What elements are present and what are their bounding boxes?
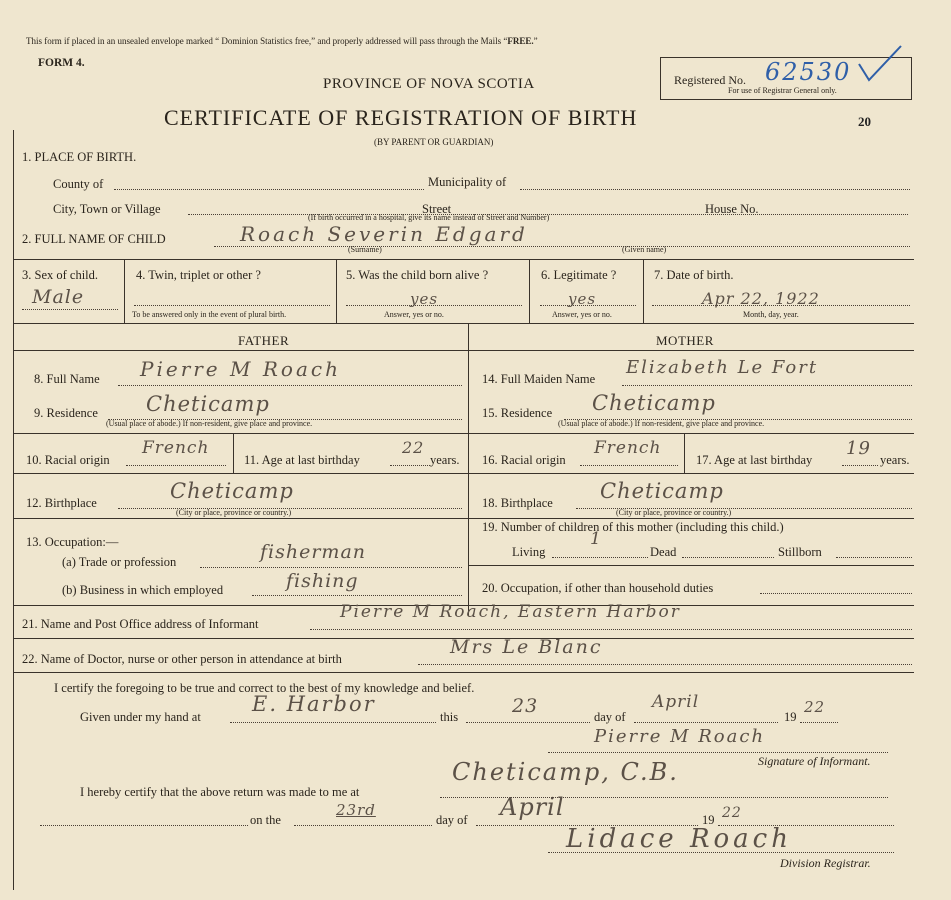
row-divider	[13, 672, 914, 673]
form-left-border	[13, 130, 14, 890]
street-label: Street	[422, 202, 452, 216]
registrar-year-prefix: 19	[702, 813, 715, 827]
place-of-birth-section: 1. PLACE OF BIRTH.	[22, 150, 137, 164]
father-age-field	[390, 465, 430, 466]
born-alive-label: 5. Was the child born alive ?	[346, 268, 489, 282]
this-label: this	[440, 710, 459, 724]
registrar-day-value: 23rd	[336, 801, 376, 819]
col-divider	[336, 259, 337, 323]
father-racial-label: 10. Racial origin	[26, 453, 110, 467]
svg-text:20: 20	[858, 114, 871, 128]
stamp-mark-icon	[858, 114, 880, 128]
registered-no-label: Registered No.	[674, 73, 746, 87]
sex-value: Male	[32, 286, 85, 308]
registered-no-value: 62530	[765, 58, 852, 86]
twin-label: 4. Twin, triplet or other ?	[136, 268, 261, 282]
mother-racial-label: 16. Racial origin	[482, 453, 566, 467]
mother-age-unit: years.	[880, 453, 910, 467]
registration-note: For use of Registrar General only.	[728, 86, 837, 95]
mother-racial-value: French	[594, 438, 662, 458]
row-divider	[13, 473, 914, 474]
informant-signature-line	[548, 752, 888, 753]
father-age-unit: years.	[430, 453, 460, 467]
born-alive-field	[346, 305, 522, 306]
child-name-label: 2. FULL NAME OF CHILD	[22, 232, 166, 246]
father-birthplace-value: Cheticamp	[170, 479, 294, 503]
form-number: FORM 4.	[38, 57, 85, 69]
certification-statement: I certify the foregoing to be true and correct to the best of my knowledge and belief.	[54, 681, 475, 695]
blue-checkmark-icon	[855, 42, 905, 87]
row-divider	[468, 565, 914, 566]
col-divider	[529, 259, 530, 323]
parents-divider	[468, 323, 469, 616]
municipality-label: Municipality of	[428, 175, 507, 189]
registrar-statement: I hereby certify that the above return was made to me at	[80, 785, 360, 799]
row-divider	[13, 350, 914, 351]
informant-signature: Pierre M Roach	[594, 726, 766, 747]
father-birthplace-label: 12. Birthplace	[26, 496, 97, 510]
registrar-place-value: Cheticamp, C.B.	[452, 758, 679, 786]
living-field	[552, 557, 648, 558]
county-label: County of	[53, 177, 104, 191]
trade-value: fisherman	[260, 541, 367, 563]
stillborn-label: Stillborn	[778, 545, 822, 559]
father-residence-note: (Usual place of abode.) If non-resident, give place and province.	[106, 419, 313, 428]
registrar-day-field	[294, 825, 432, 826]
birth-date-value: Apr 22, 1922	[702, 289, 820, 308]
row-divider	[13, 433, 914, 434]
mother-birthplace-note: (City or place, province or country.)	[616, 508, 732, 517]
day-of-label: day of	[594, 710, 626, 724]
notice-free: FREE.	[507, 36, 534, 46]
twin-note: To be answered only in the event of plural birth.	[132, 310, 287, 319]
mother-heading: MOTHER	[656, 333, 714, 348]
mother-birthplace-label: 18. Birthplace	[482, 496, 553, 510]
sex-label: 3. Sex of child.	[22, 268, 99, 282]
mother-occupation-field	[760, 593, 912, 594]
row-divider	[13, 259, 914, 260]
mother-residence-value: Cheticamp	[592, 391, 716, 415]
father-age-value: 22	[402, 438, 425, 457]
father-heading: FATHER	[238, 333, 290, 348]
registrar-month-value: April	[500, 793, 565, 821]
informant-signature-caption: Signature of Informant.	[758, 754, 871, 768]
registrar-day-of-label: day of	[436, 813, 468, 827]
certificate-title: CERTIFICATE OF REGISTRATION OF BIRTH	[164, 105, 638, 130]
province-heading: PROVINCE OF NOVA SCOTIA	[323, 76, 535, 92]
legitimate-field	[540, 305, 636, 306]
birth-date-note: Month, day, year.	[743, 310, 799, 319]
col-divider	[684, 433, 685, 473]
mother-birthplace-value: Cheticamp	[600, 479, 724, 503]
father-occupation-label: 13. Occupation:—	[26, 535, 119, 549]
mother-name-value: Elizabeth Le Fort	[626, 357, 819, 378]
notice-text: This form if placed in an unsealed envelope marked “ Dominion Statistics free,” and properly addressed will pass through the Mails “	[26, 36, 508, 46]
stillborn-field	[836, 557, 912, 558]
surname-caption: (Surname)	[348, 245, 382, 254]
trade-field	[200, 567, 462, 568]
mother-residence-label: 15. Residence	[482, 406, 553, 420]
given-name-caption: (Given name)	[622, 245, 667, 254]
given-place-value: E. Harbor	[252, 692, 376, 716]
child-name-value: Roach Severin Edgard	[240, 222, 528, 246]
notice-end: ”	[533, 36, 538, 46]
birth-date-label: 7. Date of birth.	[654, 268, 734, 282]
twin-field	[134, 305, 330, 306]
mother-age-label: 17. Age at last birthday	[696, 453, 813, 467]
hospital-note: (If birth occurred in a hospital, give its name instead of Street and Number)	[308, 213, 550, 222]
row-divider	[13, 518, 914, 519]
father-name-value: Pierre M Roach	[140, 357, 341, 381]
trade-label: (a) Trade or profession	[62, 555, 177, 569]
born-alive-note: Answer, yes or no.	[384, 310, 444, 319]
doctor-field	[418, 664, 912, 665]
given-month-field	[634, 722, 778, 723]
mother-occupation-label: 20. Occupation, if other than household duties	[482, 581, 714, 595]
father-name-field	[118, 385, 462, 386]
registrar-signature: Lidace Roach	[566, 824, 792, 854]
city-label: City, Town or Village	[53, 202, 161, 216]
business-value: fishing	[286, 570, 359, 592]
legitimate-label: 6. Legitimate ?	[541, 268, 617, 282]
informant-field	[310, 629, 912, 630]
mother-age-field	[842, 465, 878, 466]
given-under-label: Given under my hand at	[80, 710, 201, 724]
father-racial-value: French	[142, 438, 210, 458]
sex-field	[22, 309, 118, 310]
doctor-label: 22. Name of Doctor, nurse or other person in attendance at birth	[22, 652, 342, 666]
business-label: (b) Business in which employed	[62, 583, 224, 597]
registrar-caption: Division Registrar.	[780, 856, 871, 870]
doctor-value: Mrs Le Blanc	[450, 636, 603, 658]
father-birthplace-note: (City or place, province or country.)	[176, 508, 292, 517]
col-divider	[643, 259, 644, 323]
child-name-field	[214, 246, 910, 247]
mother-name-label: 14. Full Maiden Name	[482, 372, 596, 386]
house-no-label: House No.	[705, 202, 759, 216]
children-count-label: 19. Number of children of this mother (including this child.)	[482, 520, 784, 534]
registrar-signature-line	[548, 852, 894, 853]
father-residence-value: Cheticamp	[146, 392, 270, 416]
row-divider	[13, 323, 914, 324]
certificate-subtitle: (BY PARENT OR GUARDIAN)	[374, 137, 494, 147]
informant-value: Pierre M Roach, Eastern Harbor	[340, 602, 681, 622]
father-racial-field	[126, 465, 226, 466]
mailing-notice	[26, 37, 538, 46]
legitimate-note: Answer, yes or no.	[552, 310, 612, 319]
on-the-label: on the	[250, 813, 281, 827]
mother-residence-note: (Usual place of abode.) If non-resident, give place and province.	[558, 419, 765, 428]
given-month-value: April	[652, 692, 700, 712]
father-residence-label: 9. Residence	[34, 406, 98, 420]
mother-name-field	[622, 385, 912, 386]
dead-field	[682, 557, 774, 558]
legitimate-value: yes	[568, 290, 597, 308]
born-alive-value: yes	[410, 290, 439, 308]
given-year-value: 22	[804, 698, 826, 716]
given-year-field	[800, 722, 838, 723]
col-divider	[233, 433, 234, 473]
mother-age-value: 19	[846, 438, 871, 459]
dead-label: Dead	[650, 545, 677, 559]
informant-label: 21. Name and Post Office address of Informant	[22, 617, 259, 631]
birth-date-field	[652, 305, 910, 306]
col-divider	[124, 259, 125, 323]
living-value: 1	[590, 529, 602, 549]
given-place-field	[230, 722, 436, 723]
mother-racial-field	[580, 465, 678, 466]
given-day-value: 23	[512, 695, 539, 717]
given-day-field	[466, 722, 590, 723]
registrar-year-value: 22	[722, 805, 742, 821]
living-label: Living	[512, 545, 546, 559]
given-year-prefix: 19	[784, 710, 797, 724]
county-field	[114, 189, 424, 190]
father-age-label: 11. Age at last birthday	[244, 453, 360, 467]
father-name-label: 8. Full Name	[34, 372, 100, 386]
registrar-leading-line	[40, 825, 248, 826]
municipality-field	[520, 189, 910, 190]
business-field	[252, 595, 462, 596]
